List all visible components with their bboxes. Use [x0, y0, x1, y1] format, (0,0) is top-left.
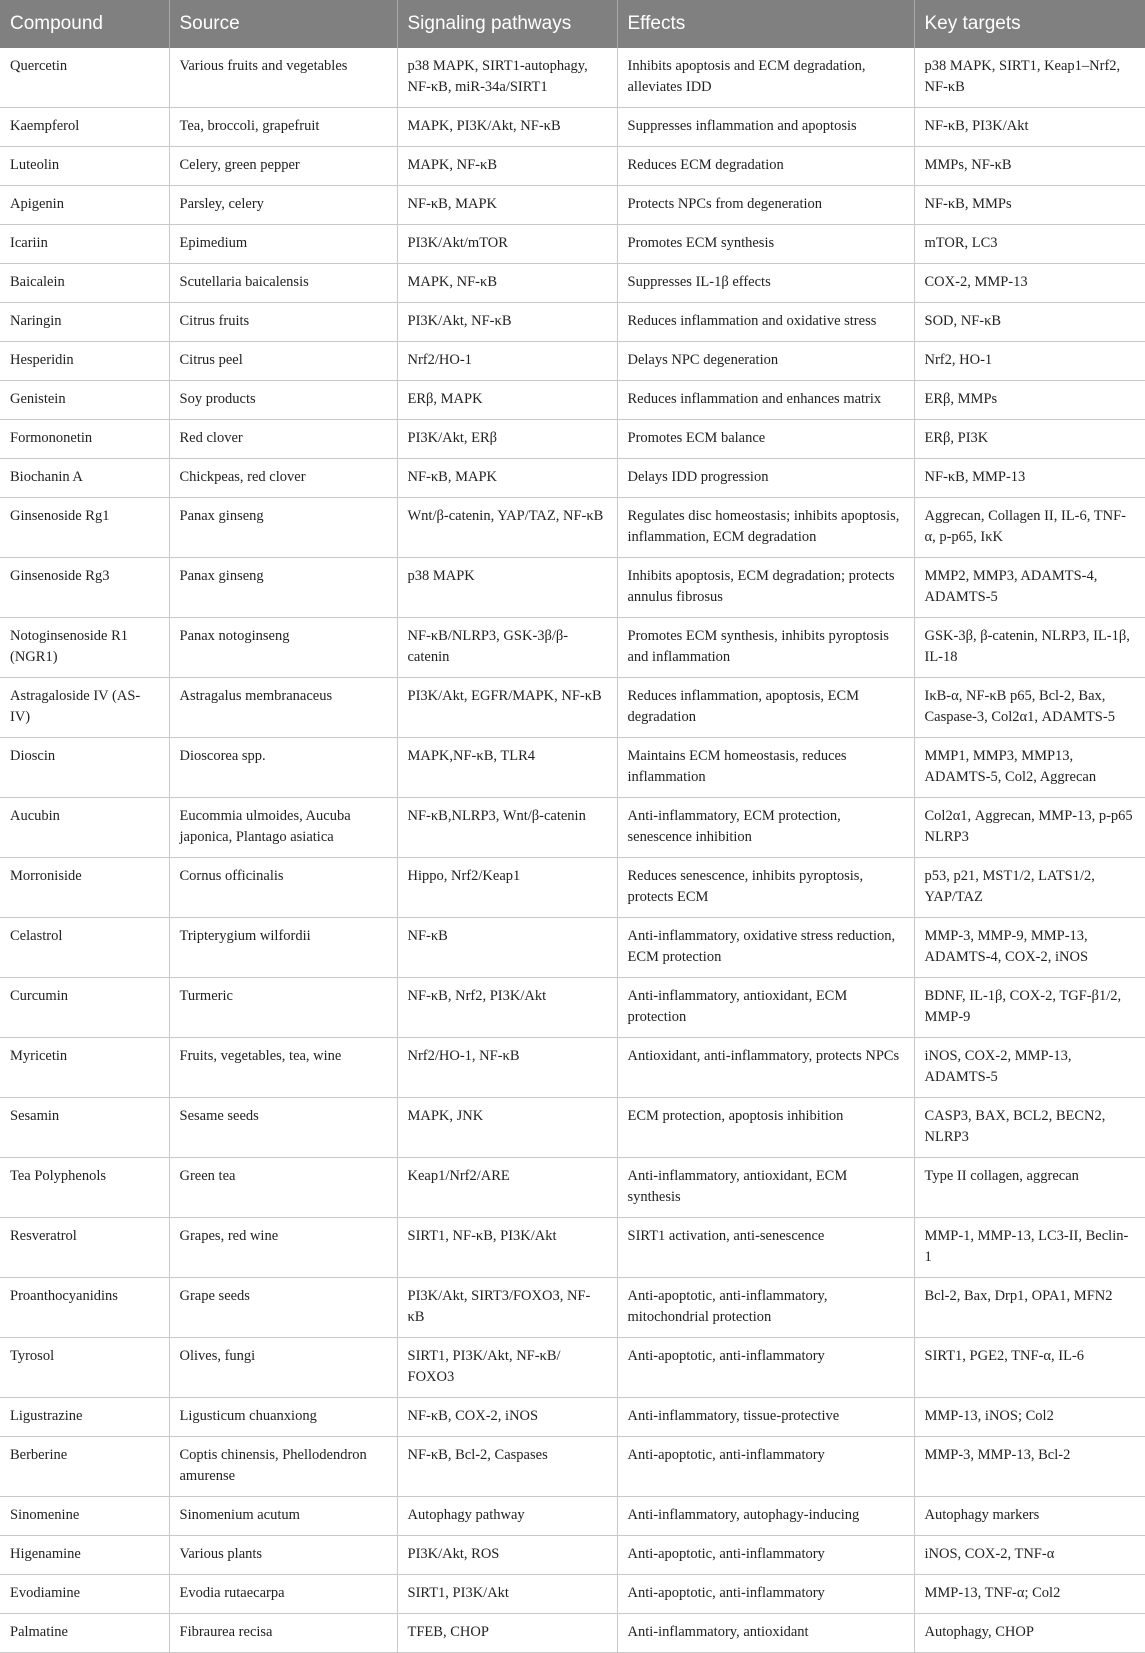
effects-cell: Antioxidant, anti-inflammatory, protects NPCs [617, 1038, 914, 1098]
table-row [0, 1158, 1145, 1218]
compound-cell: Evodiamine [0, 1575, 169, 1614]
table-row [0, 342, 1145, 381]
key-targets-cell: mTOR, LC3 [914, 225, 1145, 264]
compound-cell: Resveratrol [0, 1218, 169, 1278]
table-row [0, 1614, 1145, 1653]
compound-cell: Palmatine [0, 1614, 169, 1653]
signaling-pathways-cell: MAPK, JNK [397, 1098, 617, 1158]
signaling-pathways-cell: Hippo, Nrf2/Keap1 [397, 858, 617, 918]
table-row [0, 738, 1145, 798]
header-compound: Compound [0, 0, 169, 48]
table-row [0, 858, 1145, 918]
effects-cell: Anti-apoptotic, anti-inflammatory [617, 1536, 914, 1575]
table-row [0, 420, 1145, 459]
signaling-pathways-cell: SIRT1, PI3K/Akt [397, 1575, 617, 1614]
table-row [0, 498, 1145, 558]
compound-cell: Myricetin [0, 1038, 169, 1098]
compound-cell: Naringin [0, 303, 169, 342]
source-cell: Panax ginseng [169, 558, 397, 618]
table-row [0, 1098, 1145, 1158]
key-targets-cell: MMPs, NF-κB [914, 147, 1145, 186]
table-row [0, 108, 1145, 147]
table-row [0, 1278, 1145, 1338]
header-row [0, 0, 1145, 48]
source-cell: Grapes, red wine [169, 1218, 397, 1278]
table-row [0, 1437, 1145, 1497]
signaling-pathways-cell: PI3K/Akt, ROS [397, 1536, 617, 1575]
signaling-pathways-cell: PI3K/Akt/mTOR [397, 225, 617, 264]
table-row [0, 48, 1145, 108]
effects-cell: Regulates disc homeostasis; inhibits apoptosis, inflammation, ECM degradation [617, 498, 914, 558]
effects-cell: Maintains ECM homeostasis, reduces inflammation [617, 738, 914, 798]
source-cell: Panax ginseng [169, 498, 397, 558]
source-cell: Citrus fruits [169, 303, 397, 342]
compound-cell: Baicalein [0, 264, 169, 303]
table-row [0, 264, 1145, 303]
signaling-pathways-cell: MAPK, PI3K/Akt, NF-κB [397, 108, 617, 147]
key-targets-cell: MMP-13, iNOS; Col2 [914, 1398, 1145, 1437]
key-targets-cell: ERβ, PI3K [914, 420, 1145, 459]
source-cell: Grape seeds [169, 1278, 397, 1338]
effects-cell: Anti-apoptotic, anti-inflammatory [617, 1437, 914, 1497]
signaling-pathways-cell: NF-κB,NLRP3, Wnt/β-catenin [397, 798, 617, 858]
compound-cell: Luteolin [0, 147, 169, 186]
signaling-pathways-cell: NF-κB, MAPK [397, 186, 617, 225]
compound-cell: Biochanin A [0, 459, 169, 498]
key-targets-cell: p38 MAPK, SIRT1, Keap1–Nrf2, NF-κB [914, 48, 1145, 108]
effects-cell: SIRT1 activation, anti-senescence [617, 1218, 914, 1278]
key-targets-cell: Col2α1, Aggrecan, MMP-13, p-p65 NLRP3 [914, 798, 1145, 858]
table-row [0, 1497, 1145, 1536]
key-targets-cell: Aggrecan, Collagen II, IL-6, TNF-α, p-p65, IκK [914, 498, 1145, 558]
key-targets-cell: p53, p21, MST1/2, LATS1/2, YAP/TAZ [914, 858, 1145, 918]
key-targets-cell: MMP-3, MMP-13, Bcl-2 [914, 1437, 1145, 1497]
table-row [0, 798, 1145, 858]
source-cell: Evodia rutaecarpa [169, 1575, 397, 1614]
signaling-pathways-cell: NF-κB/NLRP3, GSK-3β/β-catenin [397, 618, 617, 678]
source-cell: Eucommia ulmoides, Aucuba japonica, Plantago asiatica [169, 798, 397, 858]
effects-cell: Promotes ECM balance [617, 420, 914, 459]
source-cell: Fibraurea recisa [169, 1614, 397, 1653]
table-row [0, 1575, 1145, 1614]
table-row [0, 1218, 1145, 1278]
source-cell: Tripterygium wilfordii [169, 918, 397, 978]
table-row [0, 1536, 1145, 1575]
source-cell: Ligusticum chuanxiong [169, 1398, 397, 1437]
source-cell: Celery, green pepper [169, 147, 397, 186]
table-row [0, 303, 1145, 342]
effects-cell: Anti-inflammatory, ECM protection, senescence inhibition [617, 798, 914, 858]
key-targets-cell: Autophagy, CHOP [914, 1614, 1145, 1653]
source-cell: Scutellaria baicalensis [169, 264, 397, 303]
effects-cell: Anti-inflammatory, antioxidant, ECM synthesis [617, 1158, 914, 1218]
table-row [0, 186, 1145, 225]
compound-cell: Dioscin [0, 738, 169, 798]
table-row [0, 558, 1145, 618]
header-key-targets: Key targets [914, 0, 1145, 48]
compound-cell: Ginsenoside Rg1 [0, 498, 169, 558]
signaling-pathways-cell: Nrf2/HO-1, NF-κB [397, 1038, 617, 1098]
compound-cell: Ginsenoside Rg3 [0, 558, 169, 618]
effects-cell: Inhibits apoptosis, ECM degradation; protects annulus fibrosus [617, 558, 914, 618]
compound-cell: Tea Polyphenols [0, 1158, 169, 1218]
compound-cell: Morroniside [0, 858, 169, 918]
compound-cell: Tyrosol [0, 1338, 169, 1398]
compound-cell: Apigenin [0, 186, 169, 225]
header-signaling-pathways: Signaling pathways [397, 0, 617, 48]
key-targets-cell: Nrf2, HO-1 [914, 342, 1145, 381]
key-targets-cell: MMP1, MMP3, MMP13, ADAMTS-5, Col2, Aggrecan [914, 738, 1145, 798]
key-targets-cell: IκB-α, NF-κB p65, Bcl-2, Bax, Caspase-3, Col2α1, ADAMTS-5 [914, 678, 1145, 738]
key-targets-cell: MMP2, MMP3, ADAMTS-4, ADAMTS-5 [914, 558, 1145, 618]
compound-cell: Aucubin [0, 798, 169, 858]
table-row [0, 459, 1145, 498]
table-row [0, 978, 1145, 1038]
compound-cell: Icariin [0, 225, 169, 264]
compound-cell: Ligustrazine [0, 1398, 169, 1437]
key-targets-cell: Type II collagen, aggrecan [914, 1158, 1145, 1218]
effects-cell: Anti-inflammatory, antioxidant [617, 1614, 914, 1653]
table-row [0, 381, 1145, 420]
effects-cell: Anti-inflammatory, tissue-protective [617, 1398, 914, 1437]
source-cell: Fruits, vegetables, tea, wine [169, 1038, 397, 1098]
effects-cell: Anti-apoptotic, anti-inflammatory, mitochondrial protection [617, 1278, 914, 1338]
source-cell: Panax notoginseng [169, 618, 397, 678]
effects-cell: Reduces inflammation and oxidative stress [617, 303, 914, 342]
signaling-pathways-cell: ERβ, MAPK [397, 381, 617, 420]
effects-cell: Reduces inflammation, apoptosis, ECM degradation [617, 678, 914, 738]
source-cell: Various plants [169, 1536, 397, 1575]
key-targets-cell: CASP3, BAX, BCL2, BECN2, NLRP3 [914, 1098, 1145, 1158]
effects-cell: Inhibits apoptosis and ECM degradation, alleviates IDD [617, 48, 914, 108]
effects-cell: Delays IDD progression [617, 459, 914, 498]
source-cell: Sinomenium acutum [169, 1497, 397, 1536]
effects-cell: Anti-apoptotic, anti-inflammatory [617, 1575, 914, 1614]
key-targets-cell: iNOS, COX-2, TNF-α [914, 1536, 1145, 1575]
effects-cell: Anti-inflammatory, antioxidant, ECM protection [617, 978, 914, 1038]
key-targets-cell: SIRT1, PGE2, TNF-α, IL-6 [914, 1338, 1145, 1398]
source-cell: Astragalus membranaceus [169, 678, 397, 738]
source-cell: Epimedium [169, 225, 397, 264]
compound-cell: Higenamine [0, 1536, 169, 1575]
source-cell: Turmeric [169, 978, 397, 1038]
signaling-pathways-cell: PI3K/Akt, NF-κB [397, 303, 617, 342]
source-cell: Tea, broccoli, grapefruit [169, 108, 397, 147]
effects-cell: Reduces senescence, inhibits pyroptosis, protects ECM [617, 858, 914, 918]
key-targets-cell: MMP-13, TNF-α; Col2 [914, 1575, 1145, 1614]
compound-cell: Genistein [0, 381, 169, 420]
source-cell: Green tea [169, 1158, 397, 1218]
signaling-pathways-cell: PI3K/Akt, EGFR/MAPK, NF-κB [397, 678, 617, 738]
source-cell: Red clover [169, 420, 397, 459]
key-targets-cell: NF-κB, MMPs [914, 186, 1145, 225]
key-targets-cell: ERβ, MMPs [914, 381, 1145, 420]
key-targets-cell: Bcl-2, Bax, Drp1, OPA1, MFN2 [914, 1278, 1145, 1338]
compound-cell: Notoginsenoside R1 (NGR1) [0, 618, 169, 678]
effects-cell: Promotes ECM synthesis, inhibits pyroptosis and inflammation [617, 618, 914, 678]
source-cell: Dioscorea spp. [169, 738, 397, 798]
compound-cell: Formononetin [0, 420, 169, 459]
compound-cell: Sinomenine [0, 1497, 169, 1536]
header-effects: Effects [617, 0, 914, 48]
compound-cell: Kaempferol [0, 108, 169, 147]
key-targets-cell: NF-κB, MMP-13 [914, 459, 1145, 498]
key-targets-cell: NF-κB, PI3K/Akt [914, 108, 1145, 147]
table-row [0, 225, 1145, 264]
table-row [0, 618, 1145, 678]
compound-cell: Curcumin [0, 978, 169, 1038]
table-row [0, 918, 1145, 978]
effects-cell: Anti-inflammatory, autophagy-inducing [617, 1497, 914, 1536]
key-targets-cell: BDNF, IL-1β, COX-2, TGF-β1/2, MMP-9 [914, 978, 1145, 1038]
effects-cell: Reduces inflammation and enhances matrix [617, 381, 914, 420]
source-cell: Various fruits and vegetables [169, 48, 397, 108]
effects-cell: Reduces ECM degradation [617, 147, 914, 186]
source-cell: Olives, fungi [169, 1338, 397, 1398]
signaling-pathways-cell: TFEB, CHOP [397, 1614, 617, 1653]
table-row [0, 1038, 1145, 1098]
signaling-pathways-cell: Wnt/β-catenin, YAP/TAZ, NF-κB [397, 498, 617, 558]
signaling-pathways-cell: NF-κB, Nrf2, PI3K/Akt [397, 978, 617, 1038]
source-cell: Cornus officinalis [169, 858, 397, 918]
compound-cell: Sesamin [0, 1098, 169, 1158]
source-cell: Citrus peel [169, 342, 397, 381]
effects-cell: Promotes ECM synthesis [617, 225, 914, 264]
table-row [0, 1398, 1145, 1437]
source-cell: Soy products [169, 381, 397, 420]
effects-cell: Anti-apoptotic, anti-inflammatory [617, 1338, 914, 1398]
key-targets-cell: MMP-3, MMP-9, MMP-13, ADAMTS-4, COX-2, iNOS [914, 918, 1145, 978]
signaling-pathways-cell: Nrf2/HO-1 [397, 342, 617, 381]
effects-cell: Suppresses IL-1β effects [617, 264, 914, 303]
key-targets-cell: COX-2, MMP-13 [914, 264, 1145, 303]
effects-cell: Anti-inflammatory, oxidative stress reduction, ECM protection [617, 918, 914, 978]
signaling-pathways-cell: SIRT1, NF-κB, PI3K/Akt [397, 1218, 617, 1278]
compound-cell: Proanthocyanidins [0, 1278, 169, 1338]
signaling-pathways-cell: p38 MAPK [397, 558, 617, 618]
signaling-pathways-cell: MAPK, NF-κB [397, 147, 617, 186]
source-cell: Sesame seeds [169, 1098, 397, 1158]
effects-cell: Delays NPC degeneration [617, 342, 914, 381]
signaling-pathways-cell: SIRT1, PI3K/Akt, NF-κB/ FOXO3 [397, 1338, 617, 1398]
key-targets-cell: iNOS, COX-2, MMP-13, ADAMTS-5 [914, 1038, 1145, 1098]
signaling-pathways-cell: Autophagy pathway [397, 1497, 617, 1536]
signaling-pathways-cell: p38 MAPK, SIRT1-autophagy, NF-κB, miR-34a/SIRT1 [397, 48, 617, 108]
signaling-pathways-cell: NF-κB, Bcl-2, Caspases [397, 1437, 617, 1497]
key-targets-cell: Autophagy markers [914, 1497, 1145, 1536]
key-targets-cell: MMP-1, MMP-13, LC3-II, Beclin-1 [914, 1218, 1145, 1278]
key-targets-cell: SOD, NF-κB [914, 303, 1145, 342]
table-header [0, 0, 1145, 48]
signaling-pathways-cell: NF-κB, MAPK [397, 459, 617, 498]
signaling-pathways-cell: MAPK,NF-κB, TLR4 [397, 738, 617, 798]
signaling-pathways-cell: MAPK, NF-κB [397, 264, 617, 303]
compound-cell: Berberine [0, 1437, 169, 1497]
signaling-pathways-cell: Keap1/Nrf2/ARE [397, 1158, 617, 1218]
table-row [0, 1338, 1145, 1398]
table-row [0, 147, 1145, 186]
source-cell: Coptis chinensis, Phellodendron amurense [169, 1437, 397, 1497]
compound-cell: Hesperidin [0, 342, 169, 381]
signaling-pathways-cell: NF-κB, COX-2, iNOS [397, 1398, 617, 1437]
compound-cell: Astragaloside IV (AS-IV) [0, 678, 169, 738]
effects-cell: Protects NPCs from degeneration [617, 186, 914, 225]
signaling-pathways-cell: NF-κB [397, 918, 617, 978]
compound-cell: Celastrol [0, 918, 169, 978]
effects-cell: Suppresses inflammation and apoptosis [617, 108, 914, 147]
source-cell: Parsley, celery [169, 186, 397, 225]
compound-cell: Quercetin [0, 48, 169, 108]
table-body [0, 48, 1145, 1653]
source-cell: Chickpeas, red clover [169, 459, 397, 498]
key-targets-cell: GSK-3β, β-catenin, NLRP3, IL-1β, IL-18 [914, 618, 1145, 678]
effects-cell: ECM protection, apoptosis inhibition [617, 1098, 914, 1158]
header-source: Source [169, 0, 397, 48]
signaling-pathways-cell: PI3K/Akt, SIRT3/FOXO3, NF-κB [397, 1278, 617, 1338]
table-row [0, 678, 1145, 738]
signaling-pathways-cell: PI3K/Akt, ERβ [397, 420, 617, 459]
